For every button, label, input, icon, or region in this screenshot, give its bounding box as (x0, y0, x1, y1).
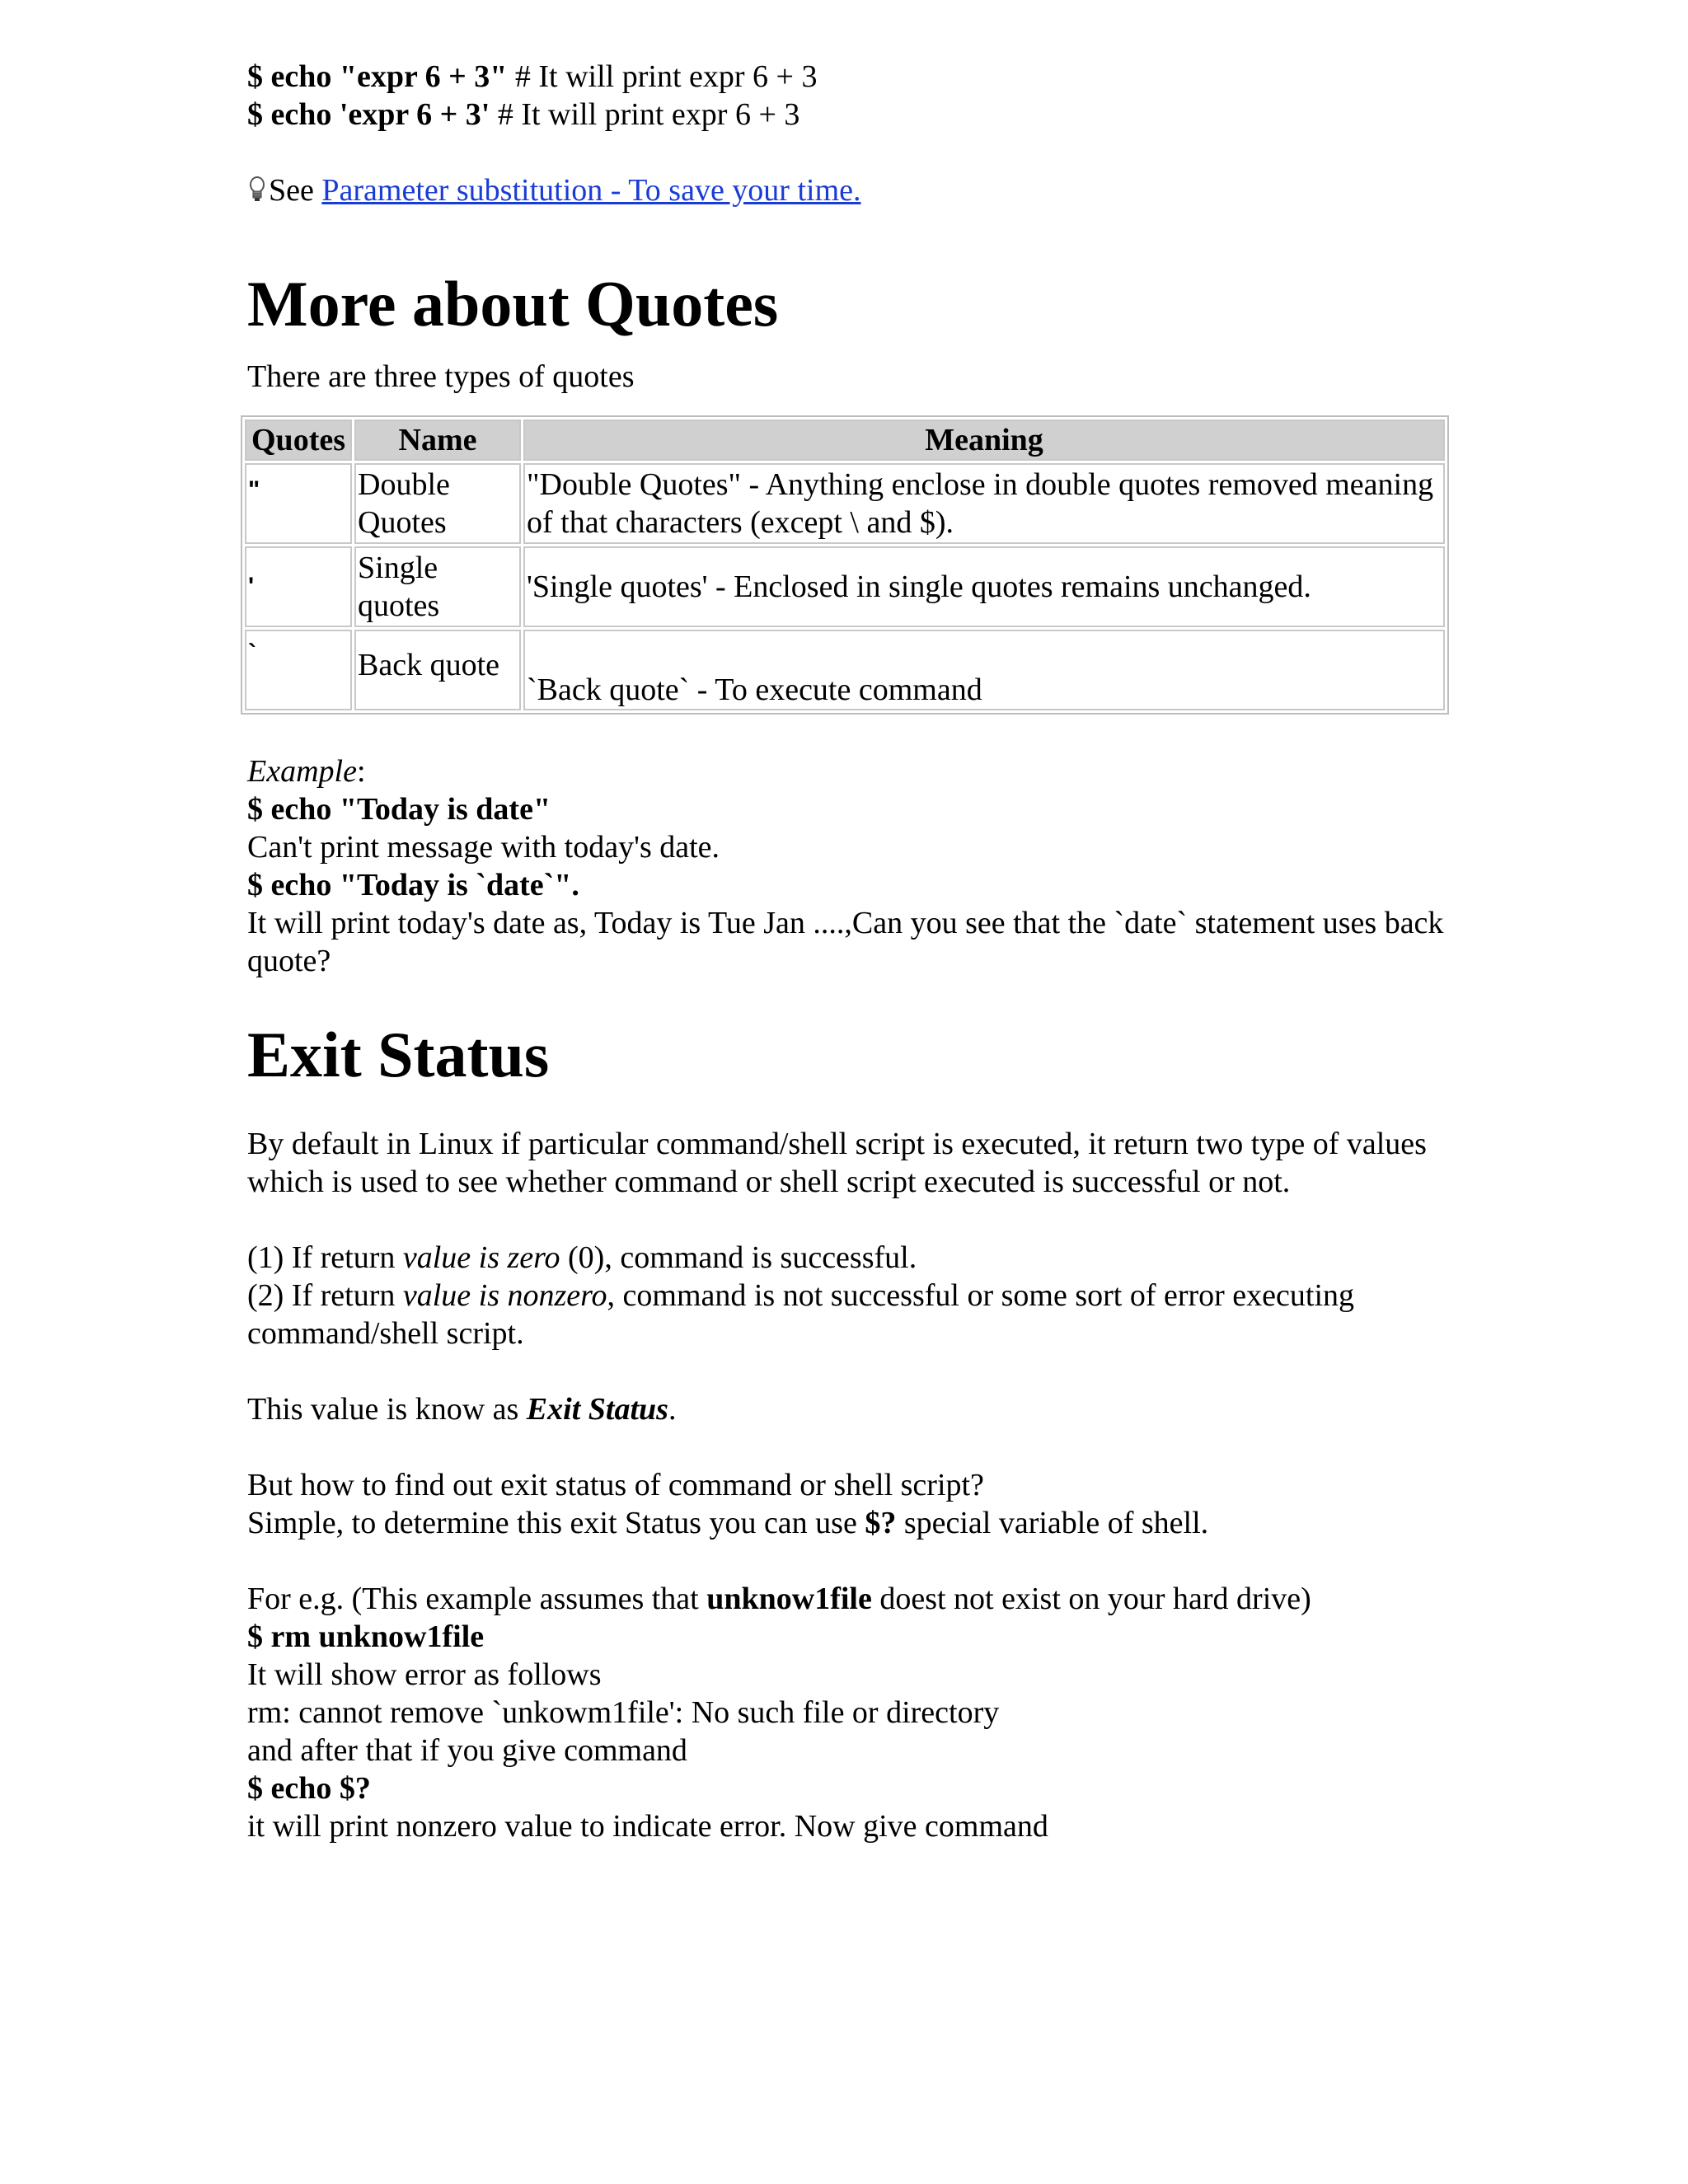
parameter-substitution-link[interactable]: Parameter substitution - To save your time. (321, 173, 861, 208)
code-command: $ echo 'expr 6 + 3' (247, 97, 490, 132)
exit-status-definition (247, 1390, 1451, 1428)
example-label-line (247, 752, 1451, 790)
see-also-line (247, 171, 1451, 209)
document-page (247, 58, 1451, 1845)
exit-para-1: By default in Linux if particular command/shell script is executed, it return two type of values which is used to see whether command or shell script executed is successful or not. (247, 1127, 1427, 1199)
exit-example-intro (247, 1580, 1451, 1618)
quote-meaning-cell: 'Single quotes' - Enclosed in single quotes remains unchanged. (523, 546, 1445, 627)
exit-command-1 (247, 1618, 1451, 1656)
table-row (245, 463, 1445, 544)
filename: unknow1file (706, 1582, 872, 1616)
example-text-2: It will print today's date as, Today is Tue Jan ....,Can you see that the `date` statement uses back quote? (247, 906, 1444, 978)
command-text: $ echo $? (247, 1771, 371, 1806)
emphasis: value is zero (402, 1240, 560, 1275)
text-span: (0), command is successful. (560, 1240, 917, 1275)
quote-char-cell: " (245, 463, 352, 544)
exit-line-3: and after that if you give command (247, 1733, 687, 1768)
quote-meaning-cell: "Double Quotes" - Anything enclose in double quotes removed meaning of that characters (except \ and $). (523, 463, 1445, 544)
code-command: $ echo "expr 6 + 3" (247, 59, 508, 94)
text-span: (2) If return (247, 1278, 403, 1313)
table-header: Quotes (245, 419, 352, 461)
exit-command-2 (247, 1769, 1451, 1807)
special-variable: $? (865, 1506, 897, 1540)
exit-answer (247, 1504, 1451, 1542)
table-header-row (245, 419, 1445, 461)
text-span: , command is not successful or some sort of error executing command/shell script. (247, 1278, 1355, 1351)
table-row (245, 546, 1445, 627)
section-heading-exit-status: Exit Status (247, 1019, 550, 1090)
exit-line-1: It will show error as follows (247, 1657, 602, 1692)
text-span: For e.g. (This example assumes that (247, 1582, 707, 1616)
table-header: Meaning (523, 419, 1445, 461)
code-comment: # It will print expr 6 + 3 (507, 59, 818, 94)
exit-item-1 (247, 1239, 1451, 1277)
table-row (245, 630, 1445, 710)
quotes-table (241, 415, 1449, 715)
command-text: $ rm unknow1file (247, 1619, 485, 1654)
quote-char-cell: ` (245, 630, 352, 710)
code-comment: # It will print expr 6 + 3 (490, 97, 800, 132)
code-line-1 (247, 58, 1451, 96)
code-line-2 (247, 96, 1451, 134)
example-text-1: Can't print message with today's date. (247, 830, 720, 865)
text-span: This value is know as (247, 1392, 527, 1427)
text-span: doest not exist on your hard drive) (871, 1582, 1311, 1616)
quote-name-cell: Single quotes (354, 546, 521, 627)
exit-line-2: rm: cannot remove `unkowm1file': No such file or directory (247, 1695, 1000, 1730)
quote-char-cell: ' (245, 546, 352, 627)
section-heading-quotes: More about Quotes (247, 268, 779, 340)
quote-meaning-cell: `Back quote` - To execute command (523, 630, 1445, 710)
text-span: . (668, 1392, 677, 1427)
quotes-intro: There are three types of quotes (247, 359, 635, 394)
example-command-2 (247, 866, 1451, 904)
exit-question: But how to find out exit status of command or shell script? (247, 1468, 984, 1502)
quote-name-cell: Back quote (354, 630, 521, 710)
exit-item-2 (247, 1277, 1451, 1352)
command-text: $ echo "Today is date" (247, 792, 551, 827)
see-prefix: See (269, 173, 322, 208)
emphasis: value is nonzero (402, 1278, 607, 1313)
example-command-1 (247, 790, 1451, 828)
lightbulb-icon (247, 176, 267, 204)
exit-line-4: it will print nonzero value to indicate error. Now give command (247, 1809, 1048, 1844)
emphasis: Exit Status (526, 1392, 668, 1427)
text-span: Simple, to determine this exit Status you can use (247, 1506, 865, 1540)
text-span: special variable of shell. (896, 1506, 1209, 1540)
quote-name-cell: Double Quotes (354, 463, 521, 544)
command-text: $ echo "Today is `date`". (247, 868, 579, 902)
example-label: Example (247, 754, 357, 789)
example-colon: : (356, 754, 366, 789)
text-span: (1) If return (247, 1240, 403, 1275)
table-header: Name (354, 419, 521, 461)
